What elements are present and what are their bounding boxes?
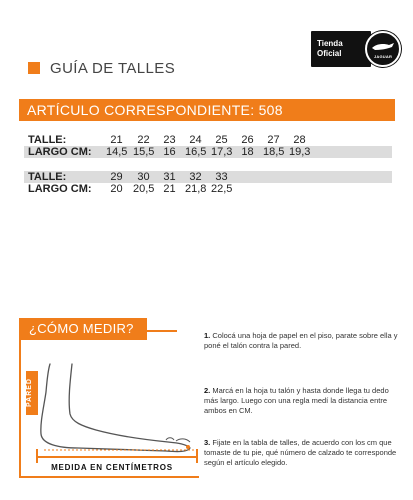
largo-cell: 18 [241, 146, 254, 158]
talle-row [24, 171, 392, 183]
largo-cell: 22,5 [211, 183, 233, 195]
step-number: 2. [204, 386, 211, 395]
jaguar-logo [365, 31, 401, 67]
largo-cell: 15,5 [133, 146, 155, 158]
largo-cell: 16 [163, 146, 176, 158]
talle-cell: 30 [137, 171, 150, 183]
talle-cell: 27 [267, 134, 280, 146]
step-text: Colocá una hoja de papel en el piso, parate sobre ella y poné el talón contra la pared. [204, 331, 398, 350]
wall-tag [26, 371, 38, 415]
step-number: 1. [204, 331, 211, 340]
largo-cell: 21,8 [185, 183, 207, 195]
largo-row [24, 183, 392, 195]
talle-cell: 22 [137, 134, 150, 146]
largo-cell: 14,5 [106, 146, 128, 158]
official-store-line2: Oficial [317, 49, 342, 58]
largo-cell: 20,5 [133, 183, 155, 195]
heading-rule [147, 330, 177, 332]
illustration-frame [19, 340, 21, 478]
step-3 [204, 438, 400, 468]
wall-label: PARED [26, 378, 33, 408]
largo-cell: 20 [110, 183, 123, 195]
largo-cell: 16,5 [185, 146, 207, 158]
talle-cell: 26 [241, 134, 254, 146]
step-text: Marcá en la hoja tu talón y hasta donde llega tu dedo más largo. Luego con una regla medí la distancia entre ambos en CM. [204, 386, 389, 415]
talle-cell: 21 [110, 134, 123, 146]
size-table-2 [24, 171, 392, 195]
talle-label: TALLE: [28, 134, 67, 146]
step-text: Fijate en la tabla de talles, de acuerdo con los cm que tomaste de tu pie, qué número de calzado te corresponde según el artículo elegido. [204, 438, 397, 467]
ruler-end-left [36, 449, 38, 463]
talle-cell: 28 [293, 134, 306, 146]
title-marker [28, 62, 40, 74]
talle-cell: 29 [110, 171, 123, 183]
page-title: GUÍA DE TALLES [50, 60, 176, 77]
ruler-label: MEDIDA EN CENTÍMETROS [51, 463, 173, 472]
talle-row [24, 134, 392, 146]
brand-name: JAGUAR [373, 54, 393, 59]
how-to-measure-label: ¿CÓMO MEDIR? [29, 321, 134, 336]
jaguar-icon [367, 33, 399, 65]
talle-cell: 33 [215, 171, 228, 183]
talle-cell: 32 [189, 171, 202, 183]
talle-cell: 25 [215, 134, 228, 146]
talle-cell: 23 [163, 134, 176, 146]
size-table-1 [24, 134, 392, 158]
official-store-line1: Tienda [317, 39, 343, 48]
talle-cell: 31 [163, 171, 176, 183]
ruler-end-right [196, 449, 198, 463]
ruler-line [36, 456, 198, 458]
foot-icon [38, 362, 198, 454]
illustration-frame-bottom [19, 476, 199, 478]
article-label: ARTÍCULO CORRESPONDIENTE: 508 [27, 102, 283, 118]
largo-cell: 18,5 [263, 146, 285, 158]
measurement-ruler [36, 455, 198, 459]
how-to-measure-heading [19, 318, 147, 340]
talle-cell: 24 [189, 134, 202, 146]
largo-cell: 19,3 [289, 146, 311, 158]
talle-label: TALLE: [28, 171, 67, 183]
largo-cell: 17,3 [211, 146, 233, 158]
step-number: 3. [204, 438, 211, 447]
largo-label: LARGO CM: [28, 183, 92, 195]
step-1 [204, 331, 400, 351]
article-banner [19, 99, 395, 121]
official-store-label [311, 31, 371, 67]
largo-label: LARGO CM: [28, 146, 92, 158]
largo-row [24, 146, 392, 158]
official-store-badge [311, 31, 403, 67]
largo-cell: 21 [163, 183, 176, 195]
step-2 [204, 386, 400, 416]
